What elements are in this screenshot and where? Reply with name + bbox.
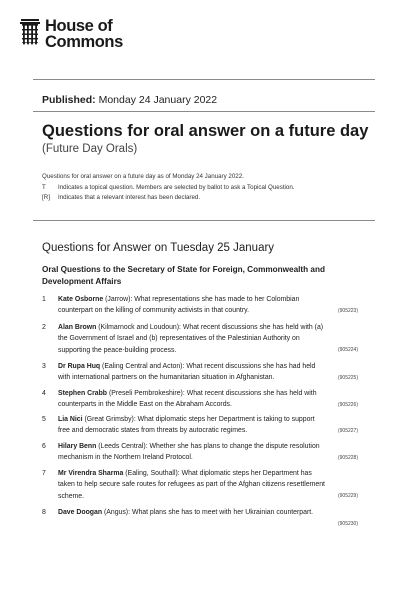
page-title: Questions for oral answer on a future day: [42, 122, 369, 140]
logo-line-1: House of: [45, 17, 113, 35]
page-subtitle: (Future Day Orals): [42, 143, 138, 155]
question-member: Lia Nici: [58, 416, 83, 423]
question-constituency: (Kilmarnock and Loudoun):: [98, 324, 181, 331]
question-text: What representations she has made to her Colombian counterpart on the killing of community activists in that country.: [58, 296, 300, 315]
question-body: [58, 441, 328, 464]
question-text: What diplomatic steps her Department has taken to help secure safe routes for refugees as part of the Afghan citizens resettlement scheme.: [58, 470, 325, 500]
question-number: 1: [42, 296, 46, 303]
intro-block: [42, 172, 295, 204]
legend-row-interest: [42, 193, 295, 204]
portcullis-icon: [20, 19, 40, 45]
question-text: Whether she has plans to change the dispute resolution mechanism in the Northern Ireland Protocol.: [58, 443, 320, 462]
question-text: What recent discussions she has held with counterparts in the Middle East on the Abraham Accords.: [58, 390, 317, 409]
question-ref: (905224): [337, 347, 358, 353]
question-ref: (905223): [337, 308, 358, 314]
question-constituency: (Ealing Central and Acton):: [102, 363, 185, 370]
published-line: [42, 94, 217, 106]
department-heading: Oral Questions to the Secretary of State for Foreign, Commonwealth and Development Affairs: [42, 265, 325, 286]
question-member: Dr Rupa Huq: [58, 363, 101, 370]
question-body: [58, 322, 328, 356]
question-constituency: (Ealing, Southall):: [125, 470, 180, 477]
question-ref: (905230): [337, 521, 358, 527]
question-body: [58, 414, 328, 437]
question-ref: (905225): [337, 375, 358, 381]
question-body: [58, 468, 328, 502]
question-number: 7: [42, 470, 46, 477]
question-number: 5: [42, 416, 46, 423]
question-member: Mr Virendra Sharma: [58, 470, 124, 477]
legend-key: [R]: [42, 194, 50, 201]
question-body: [58, 507, 328, 518]
intro-text: Questions for oral answer on a future day as of Monday 24 January 2022.: [42, 173, 244, 180]
question-text: What recent discussions she has held with (a) the Government of Israel and (b) representatives of the Palestinian Authority on supporting the peace-building process.: [58, 324, 324, 354]
question-constituency: (Great Grimsby):: [84, 416, 136, 423]
house-of-commons-logo: [20, 19, 123, 50]
question-member: Dave Doogan: [58, 509, 103, 516]
question-constituency: (Leeds Central):: [98, 443, 148, 450]
question-ref: (905226): [337, 402, 358, 408]
question-text: What diplomatic steps her Department is taking to support free and democratic states from threats by autocratic regimes.: [58, 416, 315, 435]
question-number: 4: [42, 390, 46, 397]
question-number: 2: [42, 324, 46, 331]
question-body: [58, 361, 328, 384]
logo-line-2: Commons: [45, 32, 123, 51]
legend-row-topical: [42, 183, 295, 194]
question-member: Hilary Benn: [58, 443, 97, 450]
published-label: Published:: [42, 94, 96, 106]
question-constituency: (Angus):: [103, 509, 131, 516]
question-body: [58, 294, 328, 317]
question-body: [58, 388, 328, 411]
published-date: Monday 24 January 2022: [98, 94, 218, 106]
question-number: 8: [42, 509, 46, 516]
legend-desc: Indicates that a relevant interest has been declared.: [58, 194, 201, 201]
question-member: Stephen Crabb: [58, 390, 108, 397]
question-number: 6: [42, 443, 46, 450]
question-text: What plans she has to meet with her Ukrainian counterpart.: [131, 509, 314, 516]
question-constituency: (Jarrow):: [105, 296, 133, 303]
intro-divider: [33, 220, 375, 221]
question-ref: (905229): [337, 493, 358, 499]
question-ref: (905227): [337, 428, 358, 434]
question-member: Kate Osborne: [58, 296, 104, 303]
question-text: What recent discussions she has had held with international partners on the humanitarian situation in Afghanistan.: [58, 363, 316, 382]
question-number: 3: [42, 363, 46, 370]
legend-desc: Indicates a topical question. Members are selected by ballot to ask a Topical Question.: [58, 183, 295, 191]
question-ref: (905228): [337, 455, 358, 461]
section-heading: Questions for Answer on Tuesday 25 January: [42, 242, 275, 254]
published-divider: [33, 111, 375, 112]
top-divider: [33, 79, 375, 80]
logo-wordmark: [45, 19, 123, 50]
legend-key: T: [42, 183, 46, 191]
question-member: Alan Brown: [58, 324, 97, 331]
question-constituency: (Preseli Pembrokeshire):: [108, 390, 185, 397]
